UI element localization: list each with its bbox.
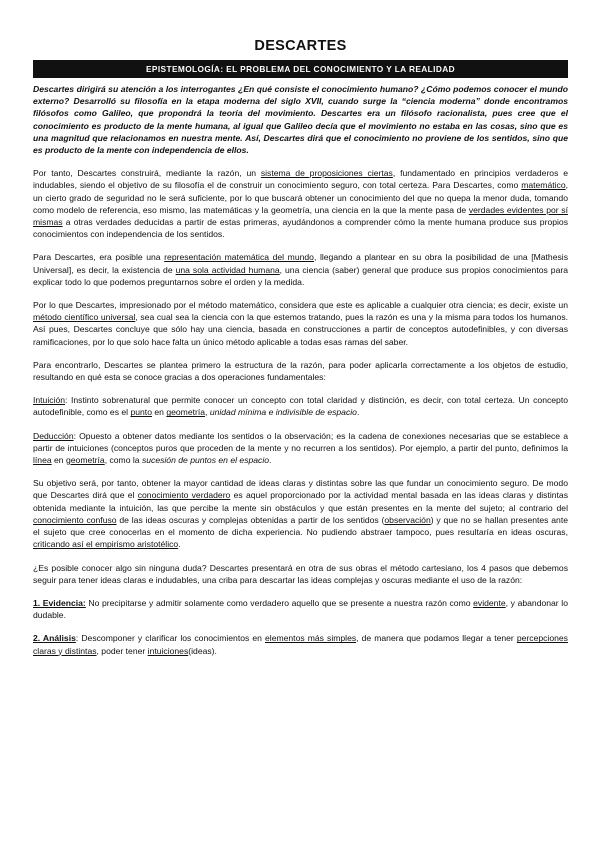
underlined-term: conocimiento confuso [33, 514, 117, 525]
text-run: , [205, 407, 210, 418]
paragraph-evidencia [33, 597, 568, 621]
underlined-term: método científico universal [33, 312, 136, 323]
term-intuicion: Intuición [33, 395, 66, 406]
text-run: es aquel proporcionado por la actividad mental basada en las ideas claras y distintas obtenida mediante la intuición, las que percibe la mente sin obstáculos y que están presentes en la mente del sujeto; al contrario del [33, 490, 568, 513]
underlined-term: sistema de proposiciones ciertas [260, 168, 393, 179]
paragraph-estructura: Para encontrarlo, Descartes se plantea primero la estructura de la razón, para poder aplicarla correctamente a los objetos de estudio, resultando en qué esta se conoce gracias a dos operaciones fundamentales: [33, 359, 568, 383]
underlined-term: punto [130, 407, 152, 418]
text-run: . [356, 407, 360, 418]
text-run: en [151, 407, 167, 418]
paragraph-metodo [33, 299, 568, 348]
paragraph-pregunta: ¿Es posible conocer algo sin ninguna duda? Descartes presentará en otra de sus obras el método cartesiano, los 4 pasos que debemos seguir para tener ideas claras e indudables, una criba para descartar las ideas complejas y oscuras mediante el uso de la razón: [33, 562, 568, 585]
text-run: , de manera que podamos llegar a tener [356, 633, 517, 644]
text-run: en [51, 455, 66, 466]
text-run: Su objetivo será, por tanto, obtener la mayor cantidad de ideas claras y distintas sobre las que fundar un conocimiento seguro. De modo que Descartes dirá que el [33, 478, 568, 501]
underlined-term: percepciones claras y distintas [33, 633, 568, 656]
text-run: Por lo que Descartes, impresionado por el método matemático, considera que este es aplicable a cualquier otra ciencia; es decir, existe un [33, 300, 568, 311]
text-run: , un cierto grado de seguridad no le será suficiente, por lo que buscará obtener un conocimiento del que no quepa la menor duda, tomando como modelo de referencia, eso mismo, las matemáticas y la geometría, una ciencia en la que la mente pasa de [33, 180, 568, 215]
intro-paragraph: Descartes dirigirá su atención a los interrogantes ¿En qué consiste el conocimiento humano? ¿Cómo podemos conocer el mundo externo? Desarrolló su filosofía en la etapa moderna del siglo XVII, cuando surge la “ciencia moderna” donde encontramos filósofos como Galileo, que propondrá la teoría del movimiento. Descartes era un filósofo racionalista, pues cree que el conocimiento es producto de la mente humana, al igual que Galileo decía que el movimiento no estaba en las cosas, sino que es una magnitud que relacionamos en nuestra mente. Así, Descartes dirá que el conocimiento no proviene de los sentidos, sino que es producto de la mente con independencia de ellos. [33, 84, 568, 156]
text-run: : Instinto sobrenatural que permite conocer un concepto con total claridad y distinción, es decir, con total certeza. Un concepto autodefinible, como es el [33, 395, 568, 418]
text-run: : Opuesto a obtener datos mediante los sentidos o la observación; es la cadena de conexiones necesarias que se establece a partir de intuiciones (conceptos puros que proceden de la mente y no recurren a los sentidos). Por ejemplo, a partir del punto, definimos la [33, 430, 568, 453]
underlined-term: conocimiento verdadero [137, 490, 231, 501]
term-analisis: 2. Análisis [33, 633, 76, 644]
underlined-term: una sola actividad humana [175, 264, 280, 275]
underlined-term: elementos más simples [265, 633, 357, 644]
paragraph-sistema [33, 167, 568, 240]
underlined-term: matemático [521, 180, 566, 191]
text-run: Para Descartes, era posible una [33, 252, 165, 263]
underlined-term: geometría [166, 407, 206, 418]
text-run: , llegando a plantear en su obra la posibilidad de una [Mathesis Universal], es decir, la existencia de [33, 252, 568, 275]
term-evidencia: 1. Evidencia: [33, 597, 86, 608]
underlined-term: línea [33, 455, 52, 466]
paragraph-intuicion [33, 394, 568, 418]
underlined-term: intuiciones [147, 645, 189, 656]
paragraph-objetivo [33, 477, 568, 550]
text-run: ) y que no se hallan presentes ante el sujeto que cree conocerlas en el momento de dicha experiencia. No pudiendo abstraer tampoco, pues resultaría en ideas oscuras, [33, 514, 569, 538]
text-run: . [269, 455, 272, 466]
text-run: a otras verdades deducidas a partir de estas primeras, ayudándonos a comprender cómo la mente humana produce sus propios conocimientos con independencia de los sentidos. [33, 217, 568, 240]
text-run: , fundamentado en principios verdaderos e indudables, siendo el objetivo de su filosofía el de construir un conocimiento seguro, con total certeza. Para Descartes, como [33, 168, 568, 191]
paragraph-deduccion [33, 430, 568, 467]
text-run: (ideas). [188, 645, 217, 656]
text-run: Por tanto, Descartes construirá, mediante la razón, un [33, 168, 261, 179]
text-run: No precipitarse y admitir solamente como verdadero aquello que se presente a nuestra razón como [85, 597, 474, 608]
underlined-term: evidente [473, 597, 506, 608]
text-run: de las ideas oscuras y complejas obtenidas a partir de los sentidos ( [116, 514, 385, 525]
underlined-term: geometría [65, 455, 105, 466]
underlined-term: observación [384, 514, 431, 525]
underlined-term: criticando así el empirismo aristotélico [33, 539, 179, 550]
paragraph-mathesis [33, 251, 568, 288]
text-run: . [178, 539, 181, 550]
text-run: : Descomponer y clarificar los conocimientos en [75, 633, 265, 644]
underlined-term: verdades evidentes por sí mismas [33, 204, 568, 228]
text-run: , y abandonar lo dudable. [33, 597, 568, 621]
text-run: , poder tener [96, 645, 148, 656]
text-run: , una ciencia (saber) general que produce sus propios conocimientos para explicar todo lo que podemos preguntarnos sobre el orden y la medida. [33, 264, 568, 287]
term-deduccion: Deducción [33, 430, 74, 441]
text-run: , como la [104, 455, 142, 466]
document-page [33, 38, 568, 657]
section-banner: EPISTEMOLOGÍA: EL PROBLEMA DEL CONOCIMIENTO Y LA REALIDAD [33, 60, 568, 78]
page-title: DESCARTES [254, 38, 347, 54]
italic-term: sucesión de puntos en el espacio [141, 455, 270, 466]
text-run: , sea cual sea la ciencia con la que estemos tratando, pues la razón es una y la misma para todos los humanos. Así pues, Descartes concluye que sólo hay una ciencia, basada en construcciones a partir de conceptos autodefinibles, y con diversas ramificaciones, por lo que solo hace falta un único método aplicable a todas esas ramas del saber. [33, 312, 569, 347]
underlined-term: representación matemática del mundo [164, 252, 314, 263]
italic-term: unidad mínima e indivisible de espacio [209, 407, 357, 418]
paragraph-analisis [33, 632, 568, 656]
